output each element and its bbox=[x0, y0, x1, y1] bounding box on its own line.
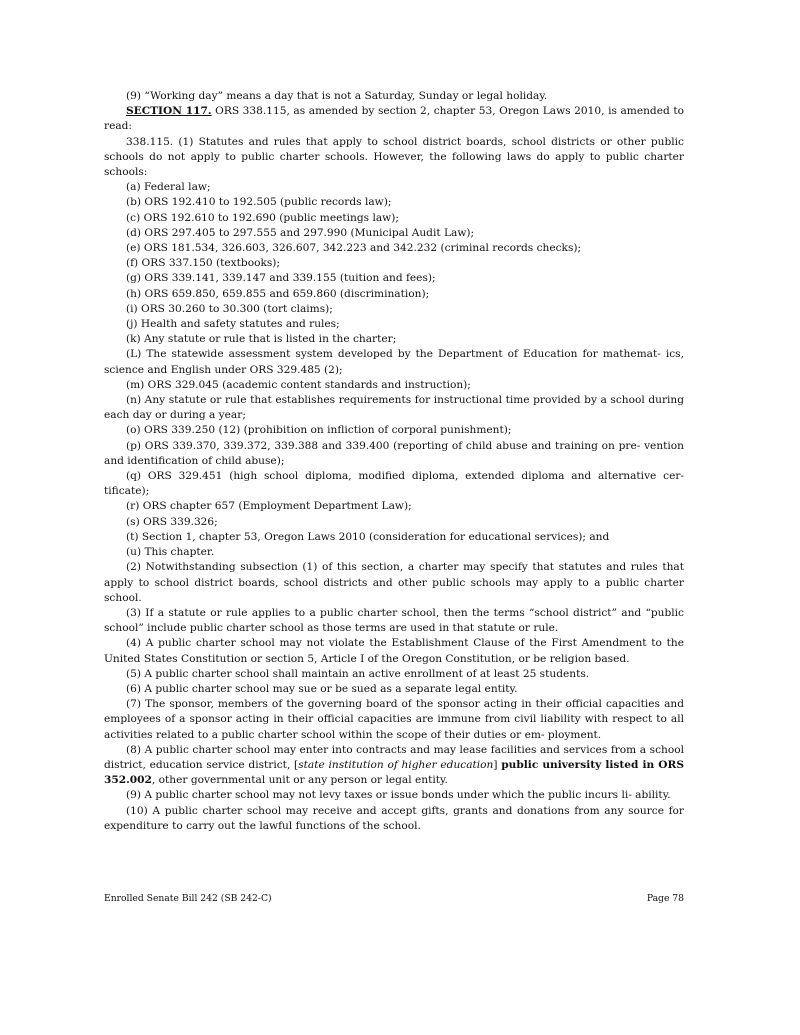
footer-bill-name: Enrolled Senate Bill 242 (SB 242-C) bbox=[104, 893, 272, 904]
list-item-l: (L) The statewide assessment system developed by the Department of Education for mathemat- ics, science and English under ORS 329.485 (2); bbox=[104, 348, 684, 376]
list-item-o: (o) ORS 339.250 (12) (prohibition on infliction of corporal punishment); bbox=[126, 424, 512, 437]
subsection-8-end: , other governmental unit or any person or legal entity. bbox=[151, 774, 448, 787]
list-item-g: (g) ORS 339.141, 339.147 and 339.155 (tuition and fees); bbox=[126, 272, 436, 285]
subsection-8 bbox=[104, 743, 684, 789]
section-heading: SECTION 117. bbox=[126, 105, 212, 118]
list-item-q: (q) ORS 329.451 (high school diploma, modified diploma, extended diploma and alternative cer- tificate); bbox=[104, 470, 684, 498]
list-item-n: (n) Any statute or rule that establishes requirements for instructional time provided by a school during each day or during a year; bbox=[104, 394, 684, 422]
list-item-m: (m) ORS 329.045 (academic content standards and instruction); bbox=[126, 378, 471, 391]
list-item-d: (d) ORS 297.405 to 297.555 and 297.990 (Municipal Audit Law); bbox=[126, 226, 475, 239]
list-item-e: (e) ORS 181.534, 326.603, 326.607, 342.223 and 342.232 (criminal records checks); bbox=[126, 242, 582, 255]
list-item-a: (a) Federal law; bbox=[126, 181, 211, 194]
paragraph-working-day: (9) “Working day” means a day that is not a Saturday, Sunday or legal holiday. bbox=[126, 90, 548, 102]
list-item-i: (i) ORS 30.260 to 30.300 (tort claims); bbox=[126, 302, 333, 315]
subsection-3: (3) If a statute or rule applies to a public charter school, then the terms “school district” and “public school” include public charter school as those terms are used in that statute or rule. bbox=[104, 606, 684, 635]
list-item-j: (j) Health and safety statutes and rules; bbox=[126, 318, 340, 331]
list-item-r: (r) ORS chapter 657 (Employment Department Law); bbox=[126, 500, 412, 513]
list-item-h: (h) ORS 659.850, 659.855 and 659.860 (discrimination); bbox=[126, 287, 430, 300]
list-item-f: (f) ORS 337.150 (textbooks); bbox=[126, 257, 281, 270]
paragraph-338-115-1: 338.115. (1) Statutes and rules that apply to school district boards, school districts or other public schools do not apply to public charter schools. However, the following laws do apply to public charter schools: bbox=[104, 135, 684, 179]
subsection-8-start: (8) A public charter school may enter into contracts and may lease facilities and services from a school district, education service district, [ bbox=[104, 743, 684, 771]
bracket-close: ] bbox=[493, 758, 502, 771]
section-117-paragraph bbox=[104, 104, 684, 134]
list-item-u: (u) This chapter. bbox=[126, 546, 215, 559]
subsection-9: (9) A public charter school may not levy taxes or issue bonds under which the public incurs li- ability. bbox=[126, 789, 671, 802]
deleted-text: state institution of higher education bbox=[298, 758, 494, 771]
added-text: public university listed in ORS 352.002 bbox=[104, 758, 684, 787]
list-item-t: (t) Section 1, chapter 53, Oregon Laws 2010 (consideration for educational services); and bbox=[126, 530, 610, 543]
list-item-k: (k) Any statute or rule that is listed in the charter; bbox=[126, 333, 397, 346]
list-item-c: (c) ORS 192.610 to 192.690 (public meetings law); bbox=[126, 211, 399, 224]
bill-text bbox=[104, 89, 684, 834]
subsection-10: (10) A public charter school may receive and accept gifts, grants and donations from any source for expenditure to carry out the lawful functions of the school. bbox=[104, 804, 684, 832]
footer-page-number: Page 78 bbox=[646, 893, 684, 904]
subsection-6: (6) A public charter school may sue or be sued as a separate legal entity. bbox=[126, 682, 518, 695]
subsection-5: (5) A public charter school shall maintain an active enrollment of at least 25 students. bbox=[126, 667, 590, 680]
list-item-b: (b) ORS 192.410 to 192.505 (public records law); bbox=[126, 196, 392, 209]
page-footer bbox=[104, 893, 684, 904]
subsection-2: (2) Notwithstanding subsection (1) of this section, a charter may specify that statutes and rules that apply to school district boards, school districts and other public schools may apply to a public charter school. bbox=[104, 561, 684, 604]
list-item-p: (p) ORS 339.370, 339.372, 339.388 and 339.400 (reporting of child abuse and training on pre- vention and identification of child abuse); bbox=[104, 439, 684, 467]
subsection-7: (7) The sponsor, members of the governing board of the sponsor acting in their official capacities and employees of a sponsor acting in their official capacities are immune from civil liability with respect to all activities related to a public charter school within the scope of their duties or em- ployment. bbox=[104, 698, 684, 741]
section-intro: ORS 338.115, as amended by section 2, chapter 53, Oregon Laws 2010, is amended to read: bbox=[104, 105, 684, 133]
subsection-4: (4) A public charter school may not violate the Establishment Clause of the First Amendment to the United States Constitution or section 5, Article I of the Oregon Constitution, or be religion based. bbox=[104, 637, 684, 665]
list-item-s: (s) ORS 339.326; bbox=[126, 515, 218, 528]
